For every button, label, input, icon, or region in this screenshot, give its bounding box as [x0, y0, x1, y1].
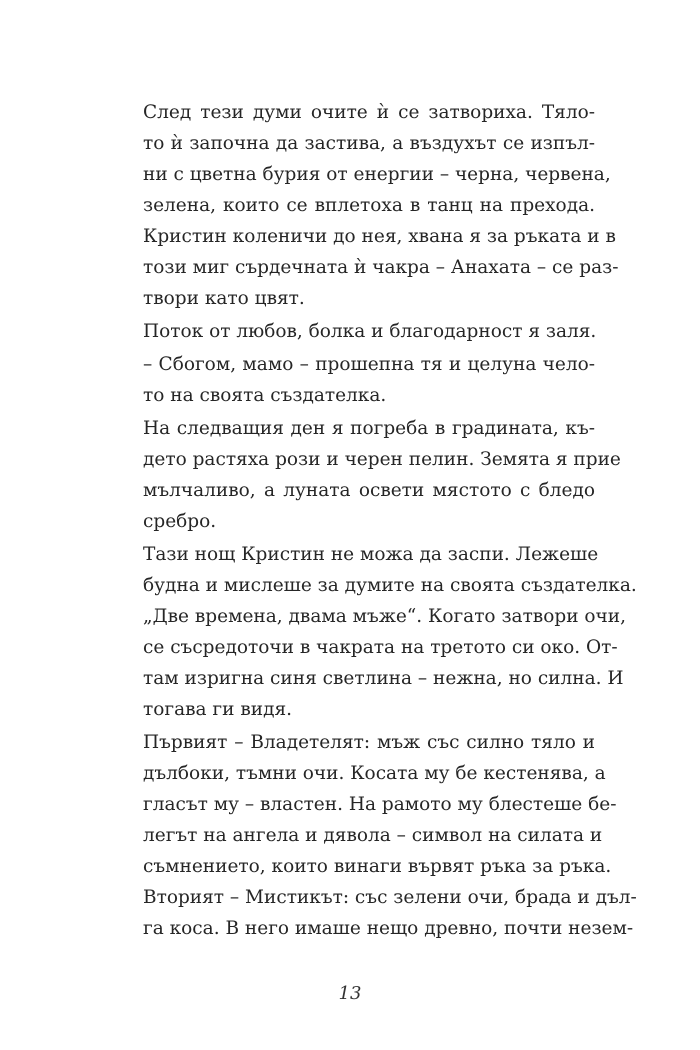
text-line: легът на ангела и дявола – символ на силата и: [143, 825, 603, 846]
text-line: Кристин коленичи до нея, хвана я за ръката и в: [143, 226, 616, 247]
text-line: Вторият – Мистикът: със зелени очи, брада и дъл-: [143, 887, 637, 908]
paragraph-6: [123, 727, 637, 944]
text-line: гласът му – властен. На рамото му блестеше бе-: [143, 794, 617, 815]
text-line: дълбоки, тъмни очи. Косата му бе кестенява, а: [143, 763, 606, 784]
text-line: На следващия ден я погреба в градината, къ-: [143, 418, 595, 439]
text-line: твори като цвят.: [143, 288, 305, 309]
text-line: Поток от любов, болка и благодарност я заля.: [143, 321, 597, 342]
text-line: дето растяха рози и черен пелин. Земята я прие: [143, 449, 621, 470]
text-line: Първият – Владетелят: мъж със силно тяло и: [143, 732, 595, 753]
text-line: сребро.: [143, 511, 217, 532]
text-line: Тази нощ Кристин не можа да заспи. Лежеше: [143, 544, 599, 565]
text-line: се съсредоточи в чакрата на третото си око. От-: [143, 637, 618, 658]
paragraph-2: [123, 316, 595, 347]
text-line: там изригна синя светлина – нежна, но силна. И: [143, 668, 624, 689]
text-line: „Две времена, двама мъже“. Когато затвори очи,: [143, 606, 626, 627]
text-line: този миг сърдечната ѝ чакра – Анахата – се раз-: [143, 257, 619, 278]
text-line: зелена, които се вплетоха в танц на прехода.: [143, 195, 595, 216]
text-line: – Сбогом, мамо – прошепна тя и целуна чело-: [143, 354, 595, 375]
page-number: 13: [338, 983, 362, 1004]
text-line: съмнението, които винаги вървят ръка за ръка.: [143, 856, 612, 877]
text-line: След тези думи очите ѝ се затвориха. Тяло-: [143, 102, 595, 123]
text-line: то на своята създателка.: [143, 385, 387, 406]
text-line: тогава ги видя.: [143, 699, 293, 720]
paragraph-5: [123, 539, 637, 725]
paragraph-3: [123, 349, 595, 411]
paragraph-1: [123, 97, 619, 314]
paragraph-4: [123, 413, 621, 537]
text-line: ни с цветна бурия от енергии – черна, червена,: [143, 164, 611, 185]
text-line: мълчаливо, а луната освети мястото с бледо: [143, 480, 595, 501]
text-line: то ѝ започна да застива, а въздухът се изпъл-: [143, 133, 595, 154]
text-line: га коса. В него имаше нещо древно, почти незем-: [143, 918, 634, 939]
body-text: [123, 97, 637, 946]
text-line: будна и мислеше за думите на своята създателка.: [143, 575, 637, 596]
